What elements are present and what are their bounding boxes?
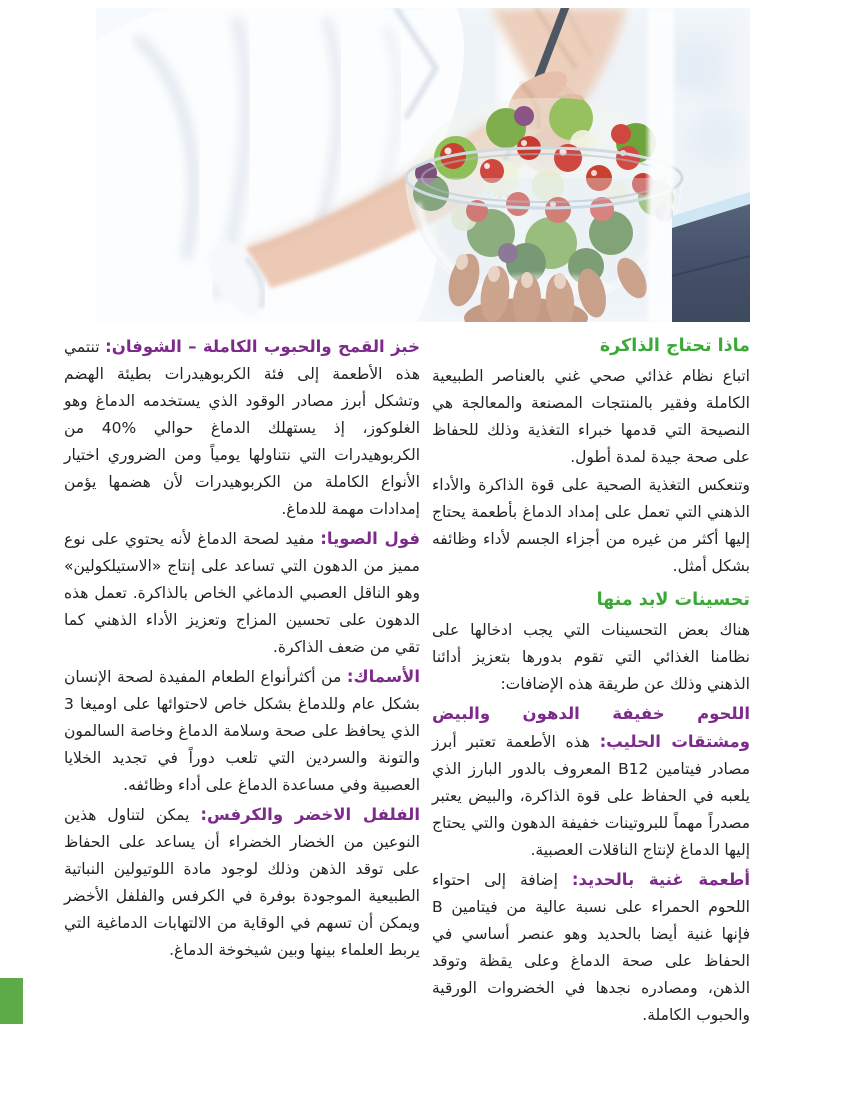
section-lean-meats: [432, 700, 750, 864]
lead-whole-grains: خبز القمح والحبوب الكاملة – الشوفان:: [105, 337, 420, 356]
text-whole-grains: تنتمي هذه الأطعمة إلى فئة الكربوهيدرات بطيئة الهضم وتشكل أبرز مصادر الوقود الذي يستخدمه الدماغ وهو الغلوكوز، إذ يستهلك الدماغ حوالي %40 من الكربوهيدرات التي نتناولها يومياً ومن الضروري اختيار الأنواع الكاملة من الكربوهيدرات لأن هضمها يؤمن إمدادات مهمة للدماغ.: [64, 338, 420, 518]
lead-fish: الأسماك:: [346, 667, 420, 686]
text-iron-rich-foods: إضافة إلى احتواء اللحوم الحمراء على نسبة عالية من فيتامين B فإنها غنية أيضا بالحديد وهو عنصر أساسي في الحفاظ على صحة الدماغ وعلى يقظة وتوقد الذهن، ومصادره نجدها في الخضروات الورقية والحبوب الكاملة.: [432, 871, 750, 1024]
paragraph-diet-advice: اتباع نظام غذائي صحي غني بالعناصر الطبيعية الكاملة وفقير بالمنتجات المصنعة والمعالجة هي النصيحة التي قدمها خبراء التغذية وذلك للحفاظ على صحة جيدة لمدة أطول.: [432, 367, 750, 466]
text-soybeans: مفيد لصحة الدماغ لأنه يحتوي على نوع مميز من الدهون التي تساعد على إنتاج «الاستيلكولين» وهو الناقل العصبي الدماغي الخاص بالذاكرة. تعمل هذه الدهون على تحسين المزاج وتعزيز الأداء الذهني كما تقي من ضعف الذاكرة.: [64, 530, 420, 656]
green-page-marker: [0, 978, 23, 1024]
lead-green-pepper-celery: الفلفل الاخضر والكرفس:: [200, 805, 420, 824]
lead-iron-rich-foods: أطعمة غنية بالحديد:: [571, 870, 750, 889]
column-left: [64, 333, 420, 965]
column-right: [432, 333, 750, 1030]
paragraph-improvements-intro: هناك بعض التحسينات التي يجب ادخالها على نظامنا الغذائي التي تقوم بدورها بتعزيز أدائنا الذهني وذلك عن طريقة هذه الإضافات:: [432, 621, 750, 693]
paragraph-nutrition-effect: وتنعكس التغذية الصحية على قوة الذاكرة والأداء الذهني التي تعمل على إمداد الدماغ بأطعمة يحتاج إليها أكثر من غيره من أجزاء الجسم لأداء وظائفه بشكل أمثل.: [432, 476, 750, 575]
section-fish: [64, 663, 420, 799]
text-lean-meats: هذه الأطعمة تعتبر أبرز مصادر فيتامين B12 المعروف بالدور البارز الذي يلعبه في الحفاظ على قوة الذاكرة، والبيض يعتبر مصدراً مهماً للبروتينات خفيفة الدهون والتي يحتاج إليها الدماغ لإنتاج الناقلات العصبية.: [432, 733, 750, 859]
salad-photo-illustration: [96, 8, 750, 322]
section-soybeans: [64, 525, 420, 661]
text-fish: من أكثرأنواع الطعام المفيدة لصحة الإنسان بشكل عام وللدماغ بشكل خاص لاحتوائها على اوميغا 3 الذي يحافظ على صحة وسلامة الدماغ وخاصة السالمون والتونة والسردين التي تلعب دوراً في تجديد الخلايا العصبية وفي مساعدة الدماغ على أداء وظائفه.: [64, 668, 420, 794]
salad-photo: [96, 8, 750, 322]
curtain-strip: [648, 8, 674, 322]
heading-what-memory-needs: ماذا تحتاج الذاكرة: [599, 336, 750, 356]
heading-necessary-improvements: تحسينات لابد منها: [596, 590, 750, 610]
section-iron-rich-foods: [432, 866, 750, 1029]
section-whole-grains: [64, 333, 420, 523]
text-green-pepper-celery: يمكن لتناول هذين النوعين من الخضار الخضراء أن يساعد على الحفاظ على توقد الذهن وذلك لوجود مادة اللوتيولين النباتية الطبيعية الموجودة بوفرة في الكرفس والفلفل الأخضر ويمكن أن تسهم في الوقاية من الالتهابات الدماغية التي يربط العلماء بينها وبين شيخوخة الدماغ.: [64, 806, 420, 959]
lead-soybeans: فول الصويا:: [320, 529, 420, 548]
lead-lean-meats: اللحوم خفيفة الدهون والبيض ومشتقات الحليب:: [432, 704, 750, 751]
section-green-pepper-celery: [64, 801, 420, 964]
